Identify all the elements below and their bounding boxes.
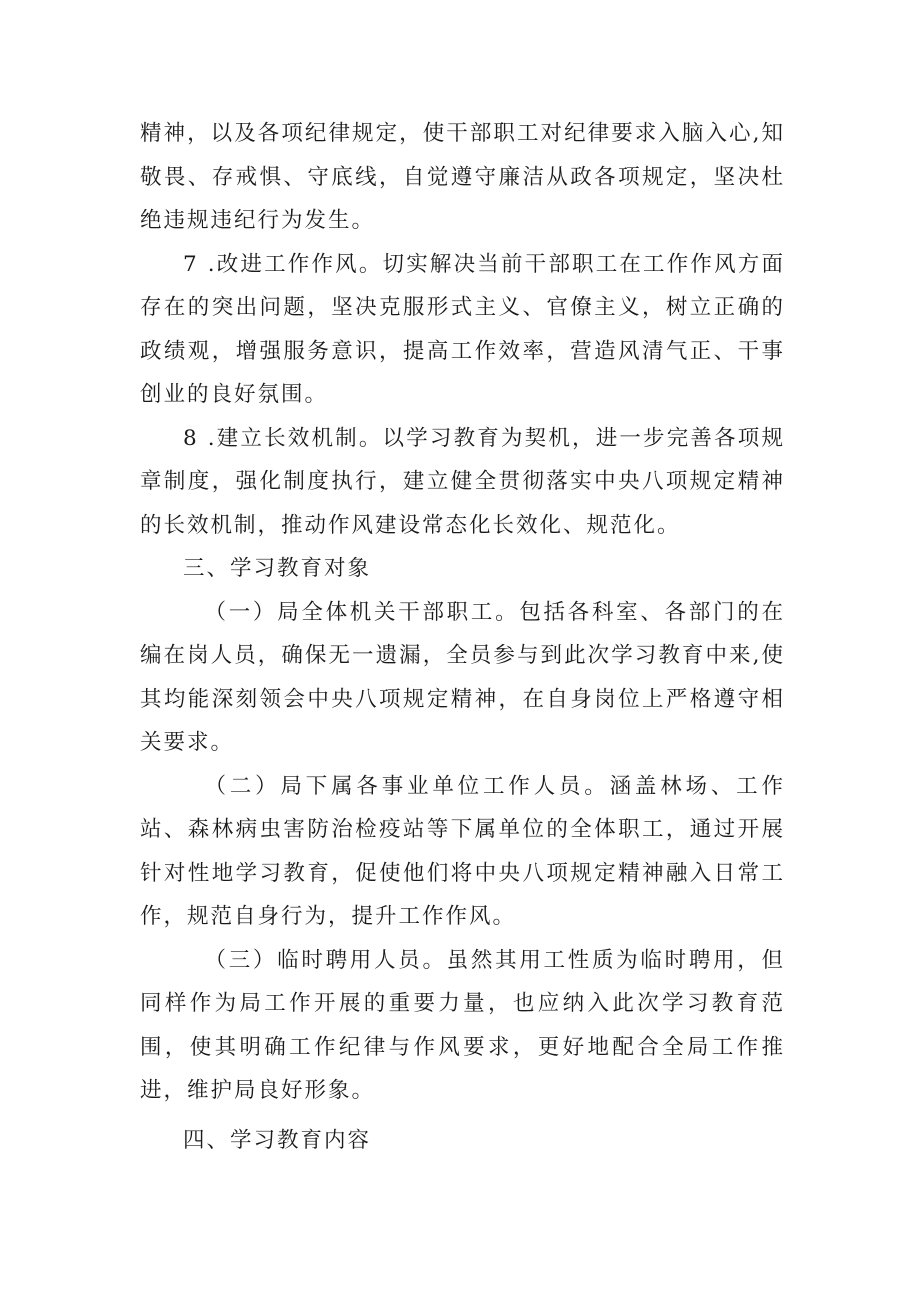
document-body [140,112,785,1162]
item-8-paragraph: 8 .建立长效机制。以学习教育为契机，进一步完善各项规章制度，强化制度执行，建立健全贯彻落实中央八项规定精神的长效机制，推动作风建设常态化长效化、规范化。 [140,425,785,538]
section-3-heading: 三、学习教育对象 [183,556,372,581]
section-4-heading: 四、学习教育内容 [183,1127,372,1153]
sub-item-1-paragraph: （一）局全体机关干部职工。包括各科室、各部门的在编在岗人员，确保无一遗漏，全员参与到此次学习教育中来,使其均能深刻领会中央八项规定精神，在自身岗位上严格遵守相关要求。 [140,599,785,755]
continuation-paragraph: 精神，以及各项纪律规定，使干部职工对纪律要求入脑入心,知敬畏、存戒惧、守底线，自觉遵守廉洁从政各项规定，坚决杜绝违规违纪行为发生。 [140,121,785,233]
sub-item-3-paragraph: （三）临时聘用人员。虽然其用工性质为临时聘用，但同样作为局工作开展的重要力量，也应纳入此次学习教育范围，使其明确工作纪律与作风要求，更好地配合全局工作推进，维护局良好形象。 [140,947,785,1103]
item-7-paragraph: 7 .改进工作作风。切实解决当前干部职工在工作作风方面存在的突出问题，坚决克服形式主义、官僚主义，树立正确的政绩观，增强服务意识，提高工作效率，营造风清气正、干事创业的良好氛围。 [140,251,785,407]
sub-item-2-paragraph: （二）局下属各事业单位工作人员。涵盖林场、工作站、森林病虫害防治检疫站等下属单位的全体职工，通过开展针对性地学习教育，促使他们将中央八项规定精神融入日常工作，规范自身行为，提升工作作风。 [140,773,785,929]
